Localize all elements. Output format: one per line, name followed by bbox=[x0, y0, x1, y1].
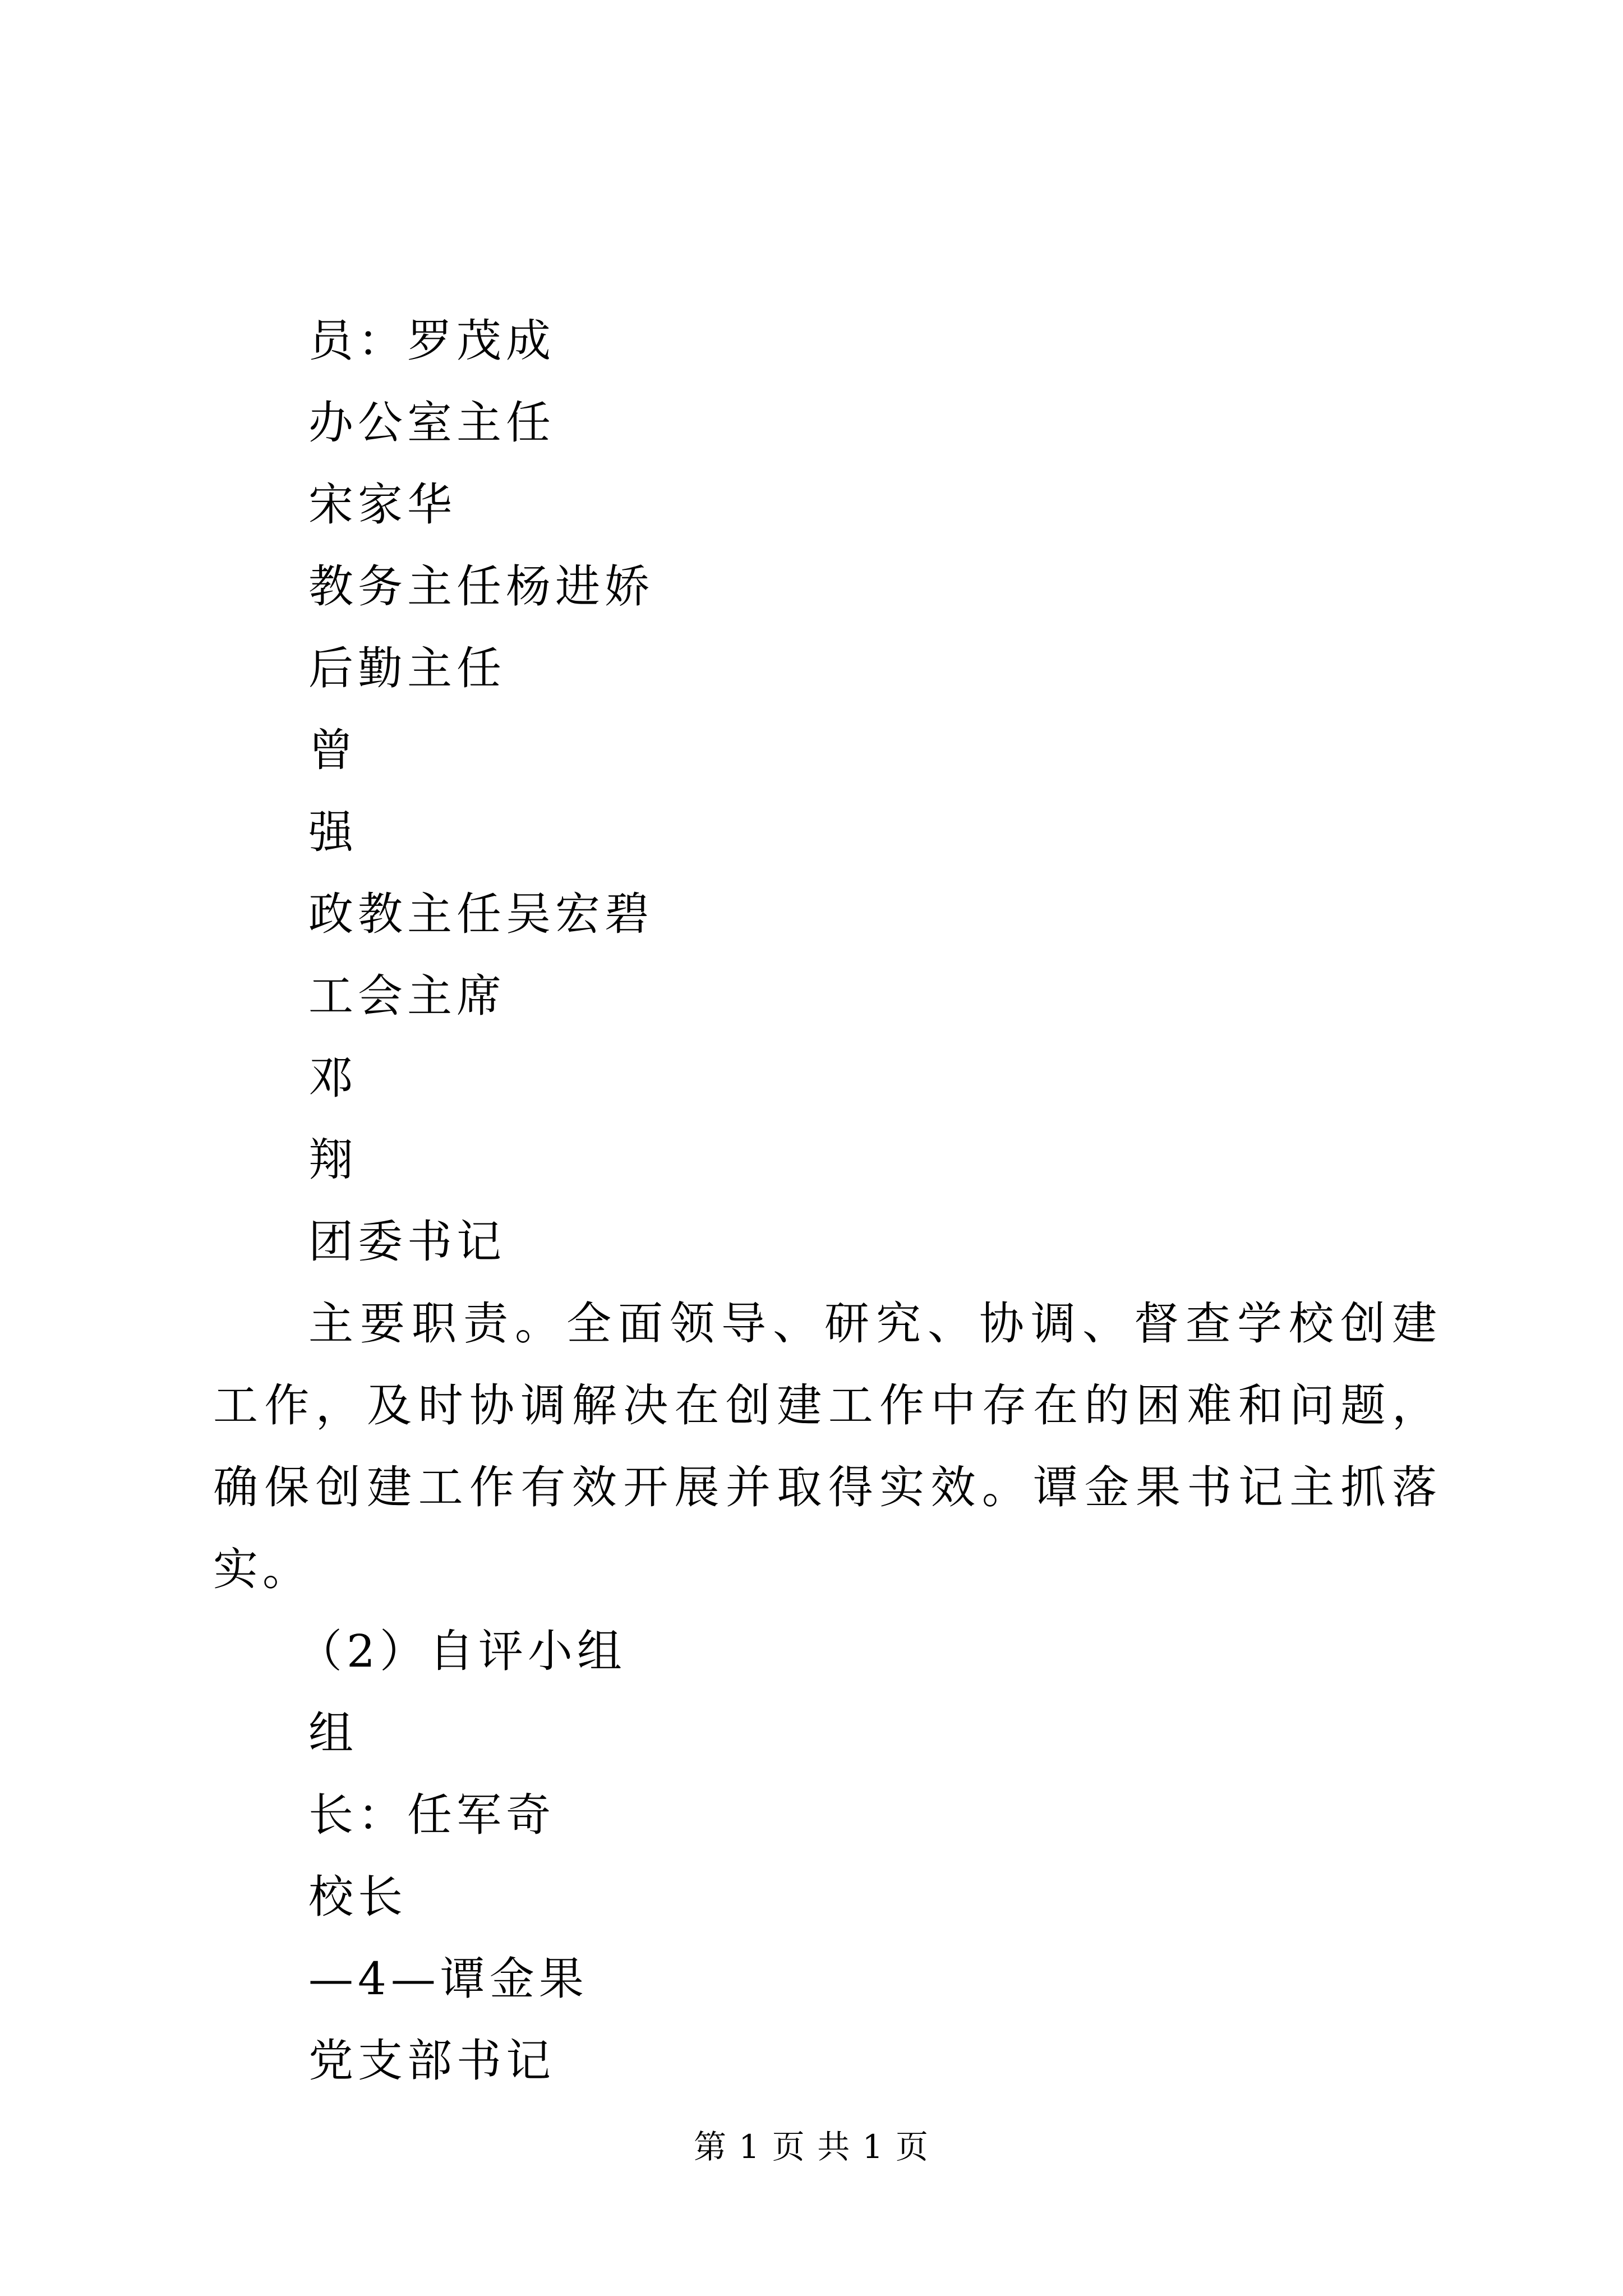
text-line: 后勤主任 bbox=[308, 642, 506, 694]
text-line: 工会主席 bbox=[308, 970, 506, 1022]
text-line: 翔 bbox=[308, 1134, 358, 1186]
text-line: 组 bbox=[308, 1707, 358, 1759]
duties-paragraph: 主要职责。全面领导、研究、协调、督查学校创建工作，及时协调解决在创建工作中存在的困难和问题，确保创建工作有效开展并取得实效。谭金果书记主抓落实。 bbox=[213, 1297, 1441, 1595]
text-line: 长：任军奇 bbox=[308, 1789, 555, 1841]
text-line: 邓 bbox=[308, 1052, 358, 1104]
document-body bbox=[213, 300, 1441, 2102]
page-footer: 第 1 页 共 1 页 bbox=[694, 2128, 929, 2166]
text-line: 党支部书记 bbox=[308, 2035, 555, 2087]
text-line: 教务主任杨进娇 bbox=[308, 560, 654, 613]
section-heading: （2）自评小组 bbox=[297, 1625, 626, 1677]
text-line: —4—谭金果 bbox=[308, 1953, 588, 2005]
text-line: 校长 bbox=[308, 1871, 407, 1923]
text-line: 员：罗茂成 bbox=[308, 315, 555, 367]
text-line: 团委书记 bbox=[308, 1216, 506, 1268]
text-line: 办公室主任 bbox=[308, 397, 555, 449]
text-line: 曾 bbox=[308, 724, 358, 776]
text-line: 政教主任吴宏碧 bbox=[308, 888, 654, 940]
text-line: 宋家华 bbox=[308, 478, 457, 531]
text-line: 强 bbox=[308, 806, 358, 858]
